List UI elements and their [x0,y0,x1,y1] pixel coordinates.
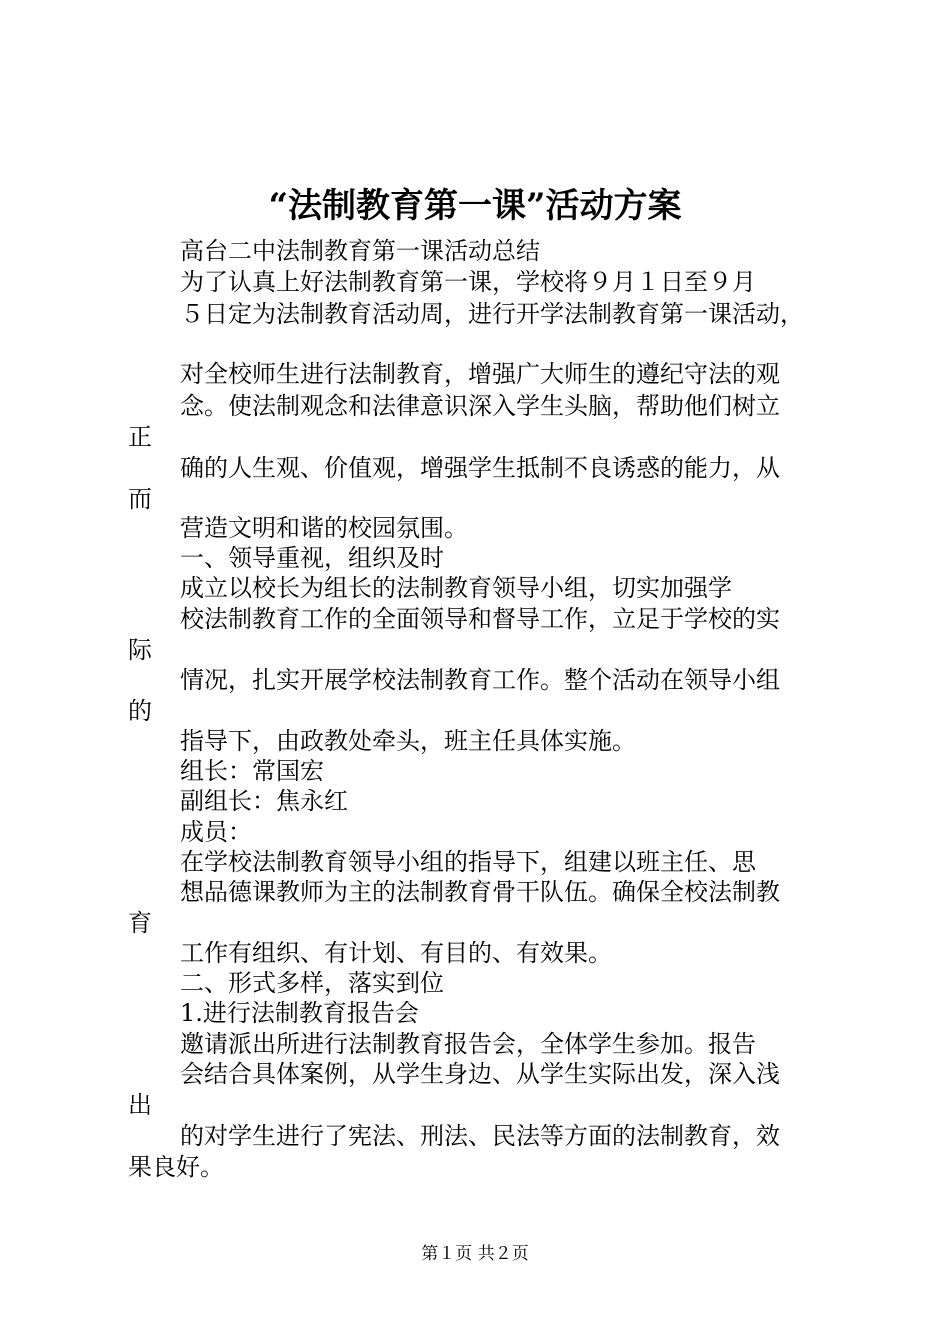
section-heading: 一、领导重视，组织及时 [180,544,444,572]
text-line: 而 [128,485,152,513]
text-line: 的 [128,697,152,725]
text-line: 邀请派出所进行法制教育报告会，全体学生参加。报告 [180,1030,756,1058]
text-line: 的对学生进行了宪法、刑法、民法等方面的法制教育，效 [180,1122,780,1150]
section-heading: 二、形式多样，落实到位 [180,969,444,997]
subsection-heading: 1.进行法制教育报告会 [180,999,419,1027]
text-line: 会结合具体案例，从学生身边、从学生实际出发，深入浅 [180,1060,780,1088]
text-line: 念。使法制观念和法律意识深入学生头脑，帮助他们树立 [180,392,780,420]
text-line: 在学校法制教育领导小组的指导下，组建以班主任、思 [180,848,756,876]
text-line: 高台二中法制教育第一课活动总结 [180,237,540,265]
text-line: 际 [128,636,152,664]
text-line: 正 [128,423,152,451]
text-line: 确的人生观、价值观，增强学生抵制不良诱惑的能力，从 [180,454,780,482]
text-line: 对全校师生进行法制教育，增强广大师生的遵纪守法的观 [180,360,780,388]
text-line: 出 [128,1091,152,1119]
text-line: 指导下，由政教处牵头，班主任具体实施。 [180,727,636,755]
page-footer: 第１页 共２页 [421,1244,529,1264]
text-line: 成员： [180,818,252,846]
text-line: 为了认真上好法制教育第一课，学校将９月１日至９月 [180,268,756,296]
text-line: 育 [128,909,152,937]
text-line: ５日定为法制教育活动周，进行开学法制教育第一课活动， [180,300,804,328]
text-line: 副组长：焦永红 [180,787,348,815]
text-line: 果良好。 [128,1153,224,1181]
document-title: “法制教育第一课”活动方案 [268,186,682,226]
text-line: 校法制教育工作的全面领导和督导工作，立足于学校的实 [180,605,780,633]
text-line: 情况，扎实开展学校法制教育工作。整个活动在领导小组 [180,666,780,694]
text-line: 想品德课教师为主的法制教育骨干队伍。确保全校法制教 [180,878,780,906]
text-line: 工作有组织、有计划、有目的、有效果。 [180,939,612,967]
text-line: 组长：常国宏 [180,757,324,785]
text-line: 营造文明和谐的校园氛围。 [180,514,468,542]
text-line: 成立以校长为组长的法制教育领导小组，切实加强学 [180,574,732,602]
